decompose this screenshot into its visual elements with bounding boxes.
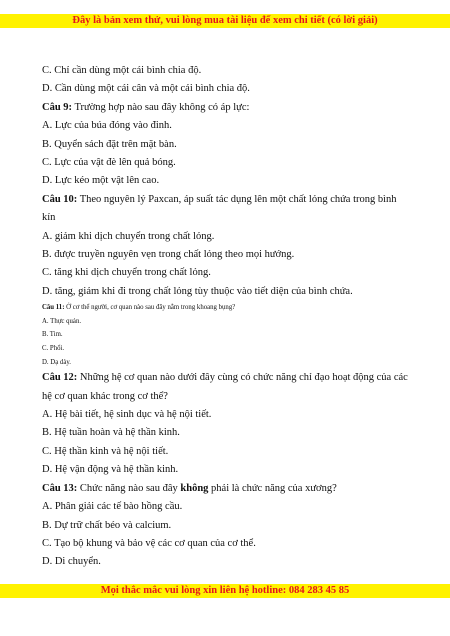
question-11 [42, 301, 412, 315]
q12-option-b: B. Hệ tuần hoàn và hệ thần kinh. [42, 427, 180, 439]
question-text: Chức năng nào sau đây [77, 482, 181, 494]
question-13 [42, 480, 412, 498]
question-12 [42, 369, 412, 406]
hotline-banner [0, 584, 450, 598]
q10-option-a: A. giảm khi dịch chuyển trong chất lỏng. [42, 230, 215, 242]
q10-option-c: C. tăng khi dịch chuyển trong chất lỏng. [42, 267, 211, 279]
emphasis-word: không [180, 482, 209, 494]
q11-option-d: D. Dạ dày. [42, 358, 72, 366]
question-label: Câu 11: [42, 304, 65, 312]
question-text: phải là chức năng của xương? [208, 482, 337, 494]
question-label: Câu 13: [42, 482, 78, 494]
q13-option-d: D. Di chuyển. [42, 556, 101, 568]
question-text: Theo nguyên lý Paxcan, áp suất tác dụng lên một chất lỏng chứa trong bình kín [42, 193, 397, 224]
question-text: Ở cơ thể người, cơ quan nào sau đây nằm trong khoang bụng? [64, 304, 236, 312]
hotline-text: Mọi thắc mắc vui lòng xin liên hệ hotline: 084 283 45 85 [100, 585, 350, 596]
q9-option-b: B. Quyển sách đặt trên mặt bàn. [42, 138, 177, 150]
document-body [42, 62, 412, 572]
q12-option-a: A. Hệ bài tiết, hệ sinh dục và hệ nội tiết. [42, 409, 212, 421]
q10-option-b: B. được truyền nguyên vẹn trong chất lỏng theo mọi hướng. [42, 249, 295, 261]
question-label: Câu 12: [42, 372, 78, 384]
preview-banner-text: Đây là bản xem thử, vui lòng mua tài liệu để xem chi tiết (có lời giải) [72, 15, 378, 26]
q10-option-d: D. tăng, giảm khi đi trong chất lỏng tùy thuộc vào tiết diện của bình chứa. [42, 285, 353, 297]
q9-option-a: A. Lực của búa đóng vào đinh. [42, 120, 172, 132]
prev-option-d: D. Cần dùng một cái cân và một cái bình chia độ. [42, 83, 250, 95]
question-10 [42, 191, 412, 228]
q11-option-c: C. Phổi. [42, 345, 65, 353]
q11-option-b: B. Tim. [42, 331, 63, 339]
q13-option-b: B. Dự trữ chất béo và calcium. [42, 519, 172, 531]
q13-option-c: C. Tạo bộ khung và bảo vệ các cơ quan của cơ thể. [42, 537, 256, 549]
q9-option-c: C. Lực của vật đè lên quả bóng. [42, 157, 176, 169]
q11-option-a: A. Thực quản. [42, 317, 82, 325]
question-9 [42, 99, 412, 117]
q12-option-d: D. Hệ vận động và hệ thần kinh. [42, 464, 179, 476]
question-text: Trường hợp nào sau đây không có áp lực: [72, 101, 250, 113]
q9-option-d: D. Lực kéo một vật lên cao. [42, 175, 160, 187]
question-text: Những hệ cơ quan nào dưới đây cùng có chức năng chỉ đạo hoạt động của các hệ cơ quan khác trong cơ thể? [42, 372, 408, 402]
q13-option-a: A. Phân giải các tế bào hồng cầu. [42, 501, 183, 513]
preview-banner [0, 14, 450, 28]
question-label: Câu 9: [42, 101, 73, 113]
q12-option-c: C. Hệ thần kinh và hệ nội tiết. [42, 445, 169, 457]
prev-option-c: C. Chỉ cần dùng một cái bình chia độ. [42, 65, 202, 76]
question-label: Câu 10: [42, 193, 78, 205]
